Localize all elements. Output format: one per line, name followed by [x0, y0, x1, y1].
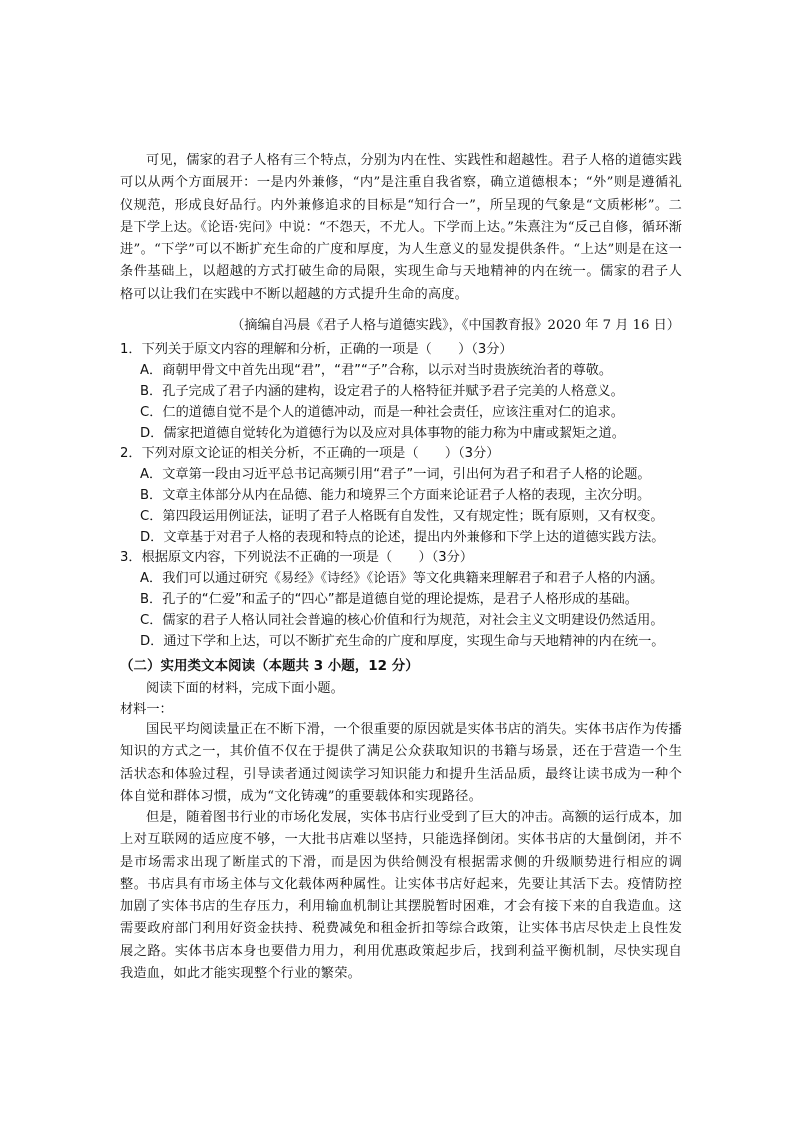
question-3-option-c: C．儒家的君子人格认同社会普遍的核心价值和行为规范，对社会主义文明建设仍然适用。: [140, 613, 664, 628]
question-2-option-d: D．文章基于对君子人格的表现和特点的论述，提出内外兼修和下学上达的道德实践方法。: [140, 530, 665, 545]
question-2-option-c: C．第四段运用例证法，证明了君子人格既有自发性，又有规定性；既有原则，又有权变。: [140, 509, 664, 524]
material-label: 材料一：: [120, 702, 173, 717]
material-paragraph-1: 国民平均阅读量正在不断下滑，一个很重要的原因就是实体书店的消失。实体书店作为传播知识的方式之一，其价值不仅在于提供了满足公众获取知识的书籍与场景，还在于营造一个生活状态和体验过程，引导读者通过阅读学习知识能力和提升生活品质，最终让读书成为一种个体自觉和群体习惯，成为“文化铸魂”的重要载体和实现路径。: [120, 722, 682, 804]
question-3-option-b: B．孔子的“仁爱”和孟子的“四心”都是道德自觉的理论提炼，是君子人格形成的基础。: [140, 592, 638, 607]
question-1-option-b: B．孔子完成了君子内涵的建构，设定君子的人格特征并赋予君子完美的人格意义。: [140, 384, 624, 399]
question-1-option-a: A．商朝甲骨文中首先出现“君”，“君”“子”合称，以示对当时贵族统治者的尊敬。: [140, 363, 613, 378]
question-2-stem: 2．下列对原文论证的相关分析，不正确的一项是（ ）（3分）: [120, 446, 500, 461]
material-paragraph-2: 但是，随着图书行业的市场化发展，实体书店行业受到了巨大的冲击。高额的运行成本，加上对互联网的适应度不够，一大批书店难以坚持，只能选择倒闭。实体书店的大量倒闭，并不是市场需求出现了断崖式的下滑，而是因为供给侧没有根据需求侧的升级顺势进行相应的调整。书店具有市场主体与文化载体两种属性。让实体书店好起来，先要让其活下去。疫情防控加剧了实体书店的生存压力，利用输血机制让其摆脱暂时困难，才会有接下来的自我造血。这需要政府部门利用好资金扶持、税费减免和租金折扣等综合政策，让实体书店尽快走上良性发展之路。实体书店本身也要借力用力，利用优惠政策起步后，找到利益平衡机制，尽快实现自我造血，如此才能实现整个行业的繁荣。: [120, 810, 682, 982]
question-2-option-a: A．文章第一段由习近平总书记高频引用“君子”一词，引出何为君子和君子人格的论题。: [140, 467, 651, 482]
question-3-option-a: A．我们可以通过研究《易经》《诗经》《论语》等文化典籍来理解君子和君子人格的内涵。: [140, 571, 664, 586]
question-3-stem: 3．根据原文内容，下列说法不正确的一项是（ ）（3分）: [120, 550, 474, 565]
section-heading: （二）实用类文本阅读（本题共 3 小题，12 分）: [120, 658, 419, 674]
question-3-option-d: D．通过下学和上达，可以不断扩充生命的广度和厚度，实现生命与天地精神的内在统一。: [140, 634, 665, 649]
question-1-option-c: C．仁的道德自觉不是个人的道德冲动，而是一种社会责任，应该注重对仁的追求。: [140, 405, 624, 420]
question-1-stem: 1．下列关于原文内容的理解和分析，正确的一项是（ ）（3分）: [120, 342, 513, 357]
section-instruction: 阅读下面的材料，完成下面小题。: [146, 681, 344, 696]
passage-paragraph: 可见，儒家的君子人格有三个特点，分别为内在性、实践性和超越性。君子人格的道德实践可以从两个方面展开：一是内外兼修，“内”是注重自我省察，确立道德根本；“外”则是遵循礼仪规范，形成良好品行。内外兼修追求的目标是“知行合一”，所呈现的气象是“文质彬彬”。二是下学上达。《论语·宪问》中说：“不怨天，不尤人。下学而上达。”朱熹注为“反己自修，循环渐进”。“下学”可以不断扩充生命的广度和厚度，为人生意义的显发提供条件。“上达”则是在这一条件基础上，以超越的方式打破生命的局限，实现生命与天地精神的内在统一。儒家的君子人格可以让我们在实践中不断以超越的方式提升生命的高度。: [120, 153, 682, 302]
question-2-option-b: B．文章主体部分从内在品德、能力和境界三个方面来论证君子人格的表现，主次分明。: [140, 488, 651, 503]
source-citation: （摘编自冯晨《君子人格与道德实践》，《中国教育报》2020 年 7 月 16 日）: [231, 318, 680, 333]
question-1-option-d: D．儒家把道德自觉转化为道德行为以及应对具体事物的能力称为中庸或絜矩之道。: [140, 426, 625, 441]
